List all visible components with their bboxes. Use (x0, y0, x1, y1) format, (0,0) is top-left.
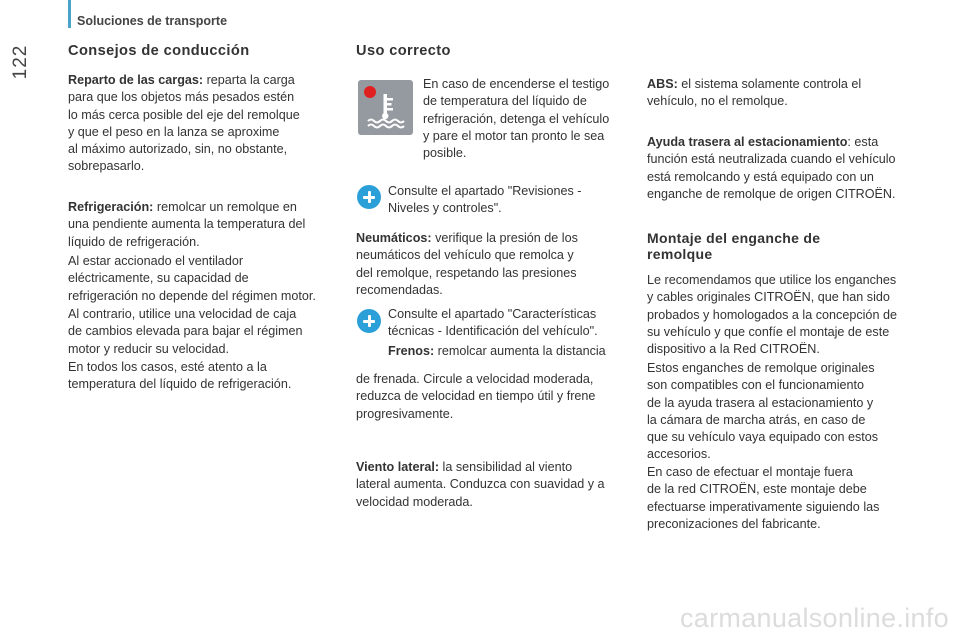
towbar-external-paragraph: En caso de efectuar el montaje fuera de la red CITROËN, este montaje debe efectuarse imperativamente siguiendo las preconizaciones del fabricante. (647, 465, 880, 531)
reference-checks: Consulte el apartado "Revisiones - Niveles y controles". (388, 184, 582, 216)
brakes-continued: de frenada. Circule a velocidad moderada, reduzca de velocidad en tiempo útil y frene progresivamente. (356, 372, 596, 421)
warning-text: En caso de encenderse el testigo de temperatura del líquido de refrigeración, detenga el vehículo y pare el motor tan pronto le sea posible. (423, 77, 610, 161)
cooling-paragraph: Refrigeración: remolcar un remolque en una pendiente aumenta la temperatura del líquido de refrigeración. (68, 200, 306, 249)
watermark-text: carmanualsonline.info (680, 603, 949, 633)
tyres-paragraph: Neumáticos: verifique la presión de los neumáticos del vehículo que remolca y del remolque, respetando las presiones recomendadas. (356, 231, 578, 297)
page-number: 122 (10, 44, 31, 80)
parking-aid-paragraph: Ayuda trasera al estacionamiento: esta función está neutralizada cuando el vehículo está remolcando y está equipado con un enganche de remolque de origen CITROËN. (647, 135, 896, 201)
info-plus-icon (357, 309, 381, 333)
towbar-recommendation-paragraph: Le recomendamos que utilice los enganches y cables originales CITROËN, que han sido probados y homologados a la concepción de su vehículo y que confíe el montaje de este dispositivo a la Red CITROËN. (647, 273, 897, 357)
coolant-temperature-warning-icon (358, 80, 413, 135)
section-header: Soluciones de transporte (77, 14, 228, 28)
load-distribution-paragraph: Reparto de las cargas: reparta la carga para que los objetos más pesados estén lo más cerca posible del eje del remolque y que el peso en la lanza se aproxime al máximo autorizado, sin, no obstante, sobrepasarlo. (68, 73, 300, 174)
towbar-fitting-title: Montaje del enganche de remolque (647, 230, 821, 262)
side-wind-paragraph: Viento lateral: la sensibilidad al viento lateral aumenta. Conduzca con suavidad y a velocidad moderada. (356, 460, 605, 509)
attention-paragraph: En todos los casos, esté atento a la temperatura del líquido de refrigeración. (68, 360, 292, 392)
driving-advice-title: Consejos de conducción (68, 43, 250, 59)
gear-paragraph: Al contrario, utilice una velocidad de caja de cambios elevada para bajar el régimen motor y reducir su velocidad. (68, 307, 303, 356)
abs-paragraph: ABS: el sistema solamente controla el vehículo, no el remolque. (647, 77, 862, 109)
brakes-paragraph: Frenos: remolcar aumenta la distancia (388, 344, 606, 358)
towbar-compatibility-paragraph: Estos enganches de remolque originales son compatibles con el funcionamiento de la ayuda trasera al estacionamiento y la cámara de marcha atrás, en caso de que su vehículo vaya equipado con estos accesorios. (647, 361, 879, 462)
correct-use-title: Uso correcto (356, 43, 451, 59)
info-plus-icon (357, 185, 381, 209)
fan-paragraph: Al estar accionado el ventilador eléctricamente, su capacidad de refrigeración no depende del régimen motor. (68, 254, 316, 303)
reference-technical: Consulte el apartado "Características técnicas - Identificación del vehículo". (388, 307, 598, 339)
page-accent-bar (68, 0, 71, 28)
